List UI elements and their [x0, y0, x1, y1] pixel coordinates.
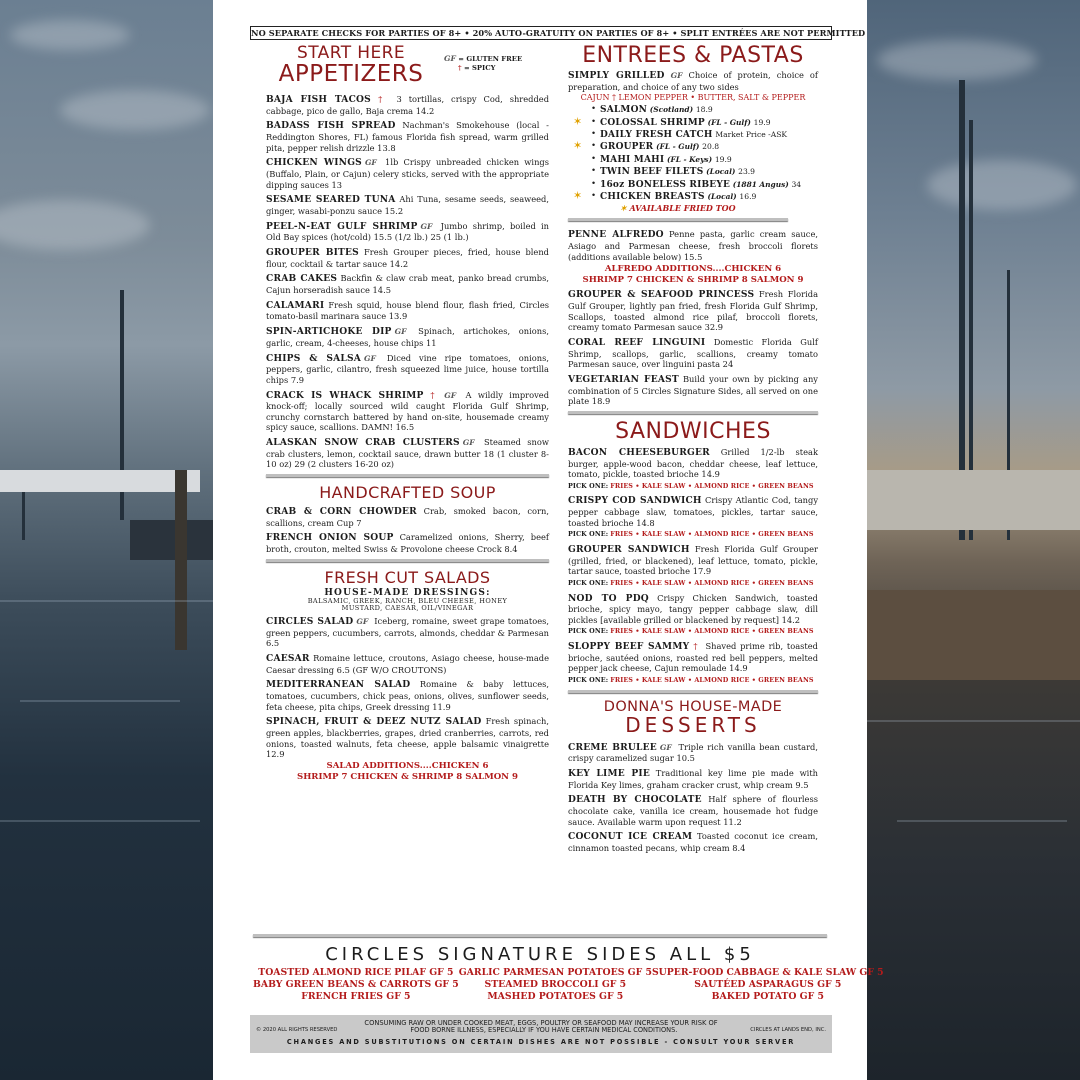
- alfredo-additions: [568, 264, 818, 286]
- desserts-title: DESSERTS: [625, 712, 761, 737]
- menu-item-name: BAJA FISH TACOS: [266, 94, 371, 105]
- star-icon: • ✶: [573, 114, 583, 128]
- menu-item-description: Fresh Florida Gulf Grouper, lightly pan fried, fresh Florida Gulf Shrimp, Scallops, toasted almond rice pilaf, broccoli florets, creamy tomato Parmesan sauce 32.9: [568, 289, 819, 333]
- side-item: FRENCH FRIES GF 5: [301, 991, 411, 1002]
- right-column: [568, 44, 818, 858]
- legend-gf-label: = GLUTEN FREE: [458, 55, 523, 63]
- menu-item: [266, 716, 549, 759]
- protein-option: [573, 139, 818, 153]
- side-item: GARLIC PARMESAN POTATOES GF 5: [458, 967, 652, 978]
- protein-price: Market Price -ASK: [715, 130, 788, 139]
- menu-item: [266, 194, 549, 216]
- menu-item: [266, 300, 549, 322]
- simply-grilled-desc: Choice of protein, choice of preparation, and choice of any two sides: [568, 70, 819, 92]
- protein-name: GROUPER: [600, 142, 654, 153]
- menu-item-name: MEDITERRANEAN SALAD: [266, 679, 411, 691]
- salad-additions-line-1: SALAD ADDITIONS....CHICKEN 6: [326, 760, 489, 771]
- protein-option: [600, 104, 818, 116]
- menu-item-description: Romaine lettuce, croutons, Asiago cheese, house-made Caesar dressing 6.5 (GF W/O CROUTONS): [266, 652, 549, 675]
- menu-item-name: VEGETARIAN FEAST: [568, 373, 679, 385]
- protein-name: CHICKEN BREASTS: [600, 192, 705, 203]
- protein-origin: (1881 Angus): [732, 179, 789, 189]
- gluten-free-icon: GF: [420, 221, 433, 231]
- menu-item-name: GROUPER & SEAFOOD PRINCESS: [568, 289, 755, 301]
- menu-item: [568, 337, 818, 370]
- menu-item: [266, 437, 549, 470]
- menu-item-name: PEEL-N-EAT GULF SHRIMP: [266, 220, 418, 232]
- menu-item-name: BACON CHEESEBURGER: [568, 446, 710, 458]
- side-choice-label: PICK ONE:: [568, 675, 609, 684]
- side-choice-label: PICK ONE:: [568, 627, 609, 636]
- side-item: STEAMED BROCCOLI GF 5: [484, 979, 627, 990]
- menu-item-description: Nachman's Smokehouse (local - Reddington Shores, FL) famous Florida fish spread, warm grilled pita, pepper relish drizzle 13.8: [266, 120, 549, 153]
- protein-list: [573, 104, 818, 203]
- menu-item-name: CHICKEN WINGS: [266, 157, 362, 169]
- side-choice-label: PICK ONE:: [568, 481, 609, 490]
- menu-item: [568, 742, 818, 764]
- menu-item-description: Diced vine ripe tomatoes, onions, peppers, garlic, cilantro, fresh squeezed lime juice, house tortilla chips 7.9: [266, 352, 549, 385]
- signature-sides-list: [253, 967, 884, 1003]
- side-choice-label: PICK ONE:: [568, 530, 609, 539]
- menu-item-description: Triple rich vanilla bean custard, crispy caramelized sugar 10.5: [568, 741, 818, 764]
- gluten-free-icon: GF: [444, 390, 457, 400]
- menu-item-name: SPINACH, FRUIT & DEEZ NUTZ SALAD: [266, 716, 482, 728]
- legal-footer: [250, 1015, 832, 1053]
- menu-item-name: PENNE ALFREDO: [568, 229, 664, 241]
- protein-price: 23.9: [738, 167, 756, 177]
- menu-item: [266, 390, 549, 433]
- menu-item-description: Penne pasta, garlic cream sauce, Asiago and Parmesan cheese, fresh broccoli florets (additions available below) 15.5: [568, 229, 818, 262]
- menu-item-name: FRENCH ONION SOUP: [266, 532, 394, 544]
- protein-price: 34: [791, 179, 802, 189]
- appetizers-section: [266, 44, 549, 470]
- menu-item: [568, 289, 818, 332]
- spicy-icon: †: [692, 641, 699, 652]
- salads-title: FRESH CUT SALADS: [324, 567, 491, 587]
- appetizers-title: APPETIZERS: [278, 61, 424, 87]
- protein-origin: (Local): [707, 192, 737, 202]
- menu-item-description: Jumbo shrimp, boiled in Old Bay spices (hot/cold) 15.5 (1/2 lb.) 25 (1 lb.): [266, 220, 549, 243]
- side-item: TOASTED ALMOND RICE PILAF GF 5: [258, 967, 454, 978]
- footer-line-2: [250, 1027, 832, 1034]
- side-choice-options: FRIES • KALE SLAW • ALMOND RICE • GREEN BEANS: [610, 627, 814, 636]
- spicy-icon: †: [373, 94, 387, 104]
- copyright-notice: © 2020 ALL RIGHTS RESERVED: [256, 1027, 338, 1033]
- menu-item-description: Half sphere of flourless chocolate cake, vanilla ice cream, housemade hot fudge sauce. Available warm upon request 11.2: [568, 794, 818, 827]
- menu-item-description: Fresh squid, house blend flour, flash fried, Circles tomato-basil marinara sauce 13.9: [266, 299, 549, 322]
- fried-note-text: AVAILABLE FRIED TOO: [629, 203, 736, 214]
- menu-item: [568, 544, 818, 588]
- menu-item-description: Iceberg, romaine, sweet grape tomatoes, green peppers, cucumbers, carrots, almonds, cheddar & Parmesan 6.5: [266, 616, 550, 649]
- protein-origin: (FL - Gulf): [707, 117, 751, 127]
- menu-item: [568, 447, 818, 491]
- menu-item-description: Fresh Florida Gulf Grouper (grilled, fried, or blackened), leaf lettuce, tomato, pickle, tartar sauce, toasted brioche 17.9: [568, 544, 818, 577]
- side-item: MASHED POTATOES GF 5: [487, 991, 624, 1002]
- background-harbor-left: [0, 0, 213, 1080]
- menu-item-description: Spinach, artichokes, onions, garlic, cream, 4-cheeses, house chips 11: [266, 326, 549, 348]
- food-safety-warning: CONSUMING RAW OR UNDER COOKED MEAT, EGGS, POULTRY OR SEAFOOD MAY INCREASE YOUR RISK OF: [364, 1019, 718, 1027]
- menu-item-description: Build your own by picking any combination of 5 Circles Signature Sides, all served on one plate 18.9: [568, 373, 818, 407]
- side-choice: [568, 626, 818, 637]
- substitution-notice: CHANGES AND SUBSTITUTIONS ON CERTAIN DISHES ARE NOT POSSIBLE - CONSULT YOUR SERVER: [286, 1038, 796, 1046]
- desserts-subtitle: DONNA'S HOUSE-MADE: [603, 698, 783, 715]
- menu-item-name: CALAMARI: [266, 299, 325, 311]
- side-choice: [568, 675, 818, 686]
- menu-item-description: Crab, smoked bacon, corn, scallions, cream Cup 7: [266, 506, 549, 528]
- side-choice: [568, 481, 818, 492]
- gluten-free-icon: GF: [364, 158, 377, 168]
- menu-item: [266, 653, 549, 675]
- protein-price: 19.9: [714, 154, 732, 164]
- menu-item-description: Toasted coconut ice cream, cinnamon toasted pecans, whip cream 8.4: [568, 831, 818, 854]
- soup-title: HANDCRAFTED SOUP: [319, 483, 496, 503]
- menu-item-description: Fresh spinach, green apples, blackberries, grapes, dried cranberries, carrots, red onions, toasted walnuts, feta cheese, apple balsamic vinaigrette 12.9: [266, 716, 550, 760]
- salads-section: [266, 568, 549, 783]
- protein-name: TWIN BEEF FILETS: [600, 167, 704, 178]
- menu-item-name: CRACK IS WHACK SHRIMP: [266, 389, 424, 401]
- menu-item-name: ALASKAN SNOW CRAB CLUSTERS: [266, 437, 460, 449]
- menu-item: [266, 532, 549, 554]
- menu-item: [568, 768, 818, 790]
- menu-item-name: NOD TO PDQ: [568, 592, 649, 604]
- fried-note: [620, 203, 818, 214]
- side-choice-options: FRIES • KALE SLAW • ALMOND RICE • GREEN BEANS: [610, 578, 814, 587]
- menu-item-name: GROUPER SANDWICH: [568, 544, 690, 556]
- menu-item-name: CAESAR: [266, 652, 310, 664]
- section-divider: [266, 559, 549, 562]
- menu-item-description: Steamed snow crab clusters, lemon, cocktail sauce, drawn butter 18 (1 cluster 8-10 oz) 29 (2 clusters 16-20 oz): [266, 437, 549, 470]
- menu-item-name: CHIPS & SALSA: [266, 352, 361, 364]
- gluten-free-icon: GF: [670, 71, 683, 80]
- menu-item-description: 3 tortillas, crispy Cod, shredded cabbage, pico de gallo, Baja crema 14.2: [266, 94, 550, 116]
- protein-price: 20.8: [702, 142, 720, 152]
- menu-item-name: GROUPER BITES: [266, 247, 359, 259]
- gluten-free-icon: GF: [659, 742, 672, 752]
- menu-item-name: CREME BRULEE: [568, 741, 657, 753]
- side-choice-options: FRIES • KALE SLAW • ALMOND RICE • GREEN BEANS: [610, 675, 814, 684]
- menu-item: [266, 273, 549, 295]
- protein-option: [600, 166, 818, 178]
- policy-banner: NO SEPARATE CHECKS FOR PARTIES OF 8+ • 20% AUTO-GRATUITY ON PARTIES OF 8+ • SPLIT ENTRÉES ARE NOT PERMITTED: [251, 28, 866, 38]
- spicy-icon: †: [426, 389, 439, 400]
- protein-origin: (Local): [706, 167, 736, 177]
- menu-item-description: Caramelized onions, Sherry, beef broth, crouton, melted Swiss & Provolone cheese Crock 8.4: [266, 532, 549, 555]
- sandwiches-section: [568, 420, 818, 686]
- star-icon: ✶: [620, 203, 627, 214]
- menu-item: [266, 120, 549, 153]
- simply-grilled-item: [568, 70, 818, 92]
- soup-section: [266, 483, 549, 555]
- menu-page: [213, 0, 884, 1080]
- menu-item-name: CRISPY COD SANDWICH: [568, 495, 702, 507]
- protein-origin: (FL - Keys): [667, 154, 713, 164]
- menu-item: [266, 679, 549, 712]
- appetizer-list: [266, 94, 549, 470]
- protein-origin: (Scotland): [649, 105, 694, 115]
- simply-grilled-name: SIMPLY GRILLED: [568, 70, 665, 81]
- protein-price: 18.9: [695, 105, 713, 115]
- menu-item: [568, 374, 818, 407]
- menu-item: [568, 593, 818, 637]
- gluten-free-icon: GF: [364, 353, 376, 363]
- menu-item: [568, 831, 818, 853]
- legend-spicy-label: = SPICY: [463, 64, 496, 72]
- soup-list: [266, 506, 549, 555]
- menu-item-description: Grilled 1/2-lb steak burger, apple-wood bacon, cheddar cheese, leaf lettuce, tomato, pickle, toasted brioche 14.9: [568, 446, 818, 480]
- menu-item-description: 1lb Crispy unbreaded chicken wings (Buffalo, Plain, or Cajun) celery sticks, served with the appropriate dipping sauces 13: [266, 157, 549, 190]
- section-divider: [568, 411, 818, 414]
- section-divider: [266, 474, 549, 477]
- protein-option: [573, 114, 818, 129]
- menu-item-name: COCONUT ICE CREAM: [568, 831, 693, 843]
- menu-item-description: Shaved prime rib, toasted brioche, sautéed onions, roasted red bell peppers, melted pepper jack cheese, Cajun remoulade 14.9: [568, 641, 818, 674]
- side-item: SAUTÉED ASPARAGUS GF 5: [694, 979, 842, 990]
- signature-sides-title: CIRCLES SIGNATURE SIDES ALL $5: [325, 944, 755, 965]
- menu-item-name: DEATH BY CHOCOLATE: [568, 794, 702, 806]
- salad-additions-line-2: SHRIMP 7 CHICKEN & SHRIMP 8 SALMON 9: [296, 771, 519, 782]
- menu-item: [568, 794, 818, 827]
- menu-item-name: BADASS FISH SPREAD: [266, 120, 396, 132]
- protein-origin: (FL - Gulf): [656, 142, 700, 152]
- protein-price: 16.9: [739, 192, 757, 202]
- menu-item: [266, 157, 549, 190]
- menu-item: [266, 94, 549, 116]
- menu-item-description: Domestic Florida Gulf Shrimp, scallops, garlic, scallions, creamy tomato Parmesan sauce, over linguini pasta 24: [568, 336, 819, 370]
- side-choice: [568, 529, 818, 540]
- alfredo-additions-line-1: ALFREDO ADDITIONS....CHICKEN 6: [604, 264, 782, 275]
- menu-item-description: A wildly improved knock-off; locally sourced wild caught Florida Gulf Shrimp, crunchy cornstarch battered by hand on-site, housemade creamy spicy sauce, scallions. DAMN! 16.5: [266, 389, 550, 433]
- menu-item-description: Crispy Chicken Sandwich, toasted brioche, spicy mayo, tangy pepper cabbage slaw, dill pickles [available grilled or blackened by request] 14.2: [568, 592, 818, 625]
- protein-name: MAHI MAHI: [600, 154, 665, 165]
- menu-item-name: SESAME SEARED TUNA: [266, 194, 396, 206]
- star-icon: • ✶: [573, 139, 583, 153]
- star-icon: • ✶: [573, 189, 583, 203]
- menu-item-name: SPIN-ARTICHOKE DIP: [266, 326, 392, 338]
- side-item: BABY GREEN BEANS & CARROTS GF 5: [253, 979, 459, 990]
- menu-item: [568, 641, 818, 685]
- menu-item-description: Traditional key lime pie made with Florida Key limes, graham cracker crust, whip cream 9.5: [568, 768, 819, 790]
- gluten-free-icon: GF: [356, 617, 369, 626]
- menu-item: [568, 229, 818, 262]
- menu-item: [266, 221, 549, 243]
- dressings-list: BALSAMIC, GREEK, RANCH, BLEU CHEESE, HONEY MUSTARD, CAESAR, OIL/VINEGAR: [307, 596, 508, 613]
- sides-divider: [253, 934, 827, 937]
- menu-item: [266, 326, 549, 348]
- menu-item: [266, 353, 549, 386]
- menu-item-description: Romaine & baby lettuces, tomatoes, cucumbers, chick peas, onions, olives, sunflower seeds, feta cheese, pita chips, Greek dressing 11.9: [266, 679, 550, 712]
- side-choice-options: FRIES • KALE SLAW • ALMOND RICE • GREEN BEANS: [610, 530, 814, 539]
- protein-name: DAILY FRESH CATCH: [600, 130, 713, 140]
- dressings-title: HOUSE-MADE DRESSINGS:: [324, 587, 491, 598]
- protein-option: [573, 189, 818, 203]
- start-here-label: START HERE: [297, 43, 405, 63]
- menu-item-description: Fresh Grouper pieces, fried, house blend flour, cocktail & tartar sauce 14.2: [266, 247, 549, 269]
- legend: [444, 54, 522, 73]
- side-item: BAKED POTATO GF 5: [711, 991, 824, 1002]
- menu-item-name: CIRCLES SALAD: [266, 616, 354, 627]
- menu-item: [266, 247, 549, 269]
- side-choice-options: FRIES • KALE SLAW • ALMOND RICE • GREEN BEANS: [610, 481, 814, 490]
- menu-item-name: SLOPPY BEEF SAMMY: [568, 641, 690, 653]
- gluten-free-icon: GF: [462, 438, 475, 448]
- sandwich-list: [568, 447, 818, 686]
- salad-additions: [266, 761, 549, 783]
- menu-item-name: CRAB & CORN CHOWDER: [266, 506, 417, 518]
- menu-item: [266, 506, 549, 528]
- food-safety-warning-2: FOOD BORNE ILLNESS, ESPECIALLY IF YOU HAVE CERTAIN MEDICAL CONDITIONS.: [410, 1026, 678, 1034]
- left-column: [266, 44, 549, 783]
- gluten-free-icon: GF: [444, 54, 456, 63]
- menu-item: [266, 616, 549, 649]
- entree-list-2: [568, 289, 818, 406]
- section-divider: [568, 690, 818, 693]
- menu-item-name: KEY LIME PIE: [568, 768, 650, 780]
- menu-item-description: Crispy Atlantic Cod, tangy pepper cabbage slaw, tomatoes, pickles, tartar sauce, toasted brioche 14.8: [568, 495, 819, 528]
- alfredo-additions-line-2: SHRIMP 7 CHICKEN & SHRIMP 8 SALMON 9: [582, 275, 804, 286]
- protein-name: 16oz BONELESS RIBEYE: [600, 179, 731, 190]
- side-choice: [568, 578, 818, 589]
- owner-name: CIRCLES AT LANDS END, INC.: [750, 1027, 826, 1033]
- salad-list: [266, 616, 549, 760]
- dessert-list: [568, 742, 818, 854]
- entrees-section: [568, 44, 818, 407]
- spicy-icon: †: [458, 64, 462, 72]
- side-choice-label: PICK ONE:: [568, 578, 609, 587]
- protein-option: [600, 129, 818, 141]
- protein-option: [600, 154, 818, 166]
- menu-item-name: CRAB CAKES: [266, 273, 338, 285]
- protein-price: 19.9: [753, 117, 771, 127]
- desserts-section: [568, 699, 818, 854]
- menu-item-description: Backfin & claw crab meat, panko bread crumbs, Cajun horseradish sauce 14.5: [266, 273, 549, 296]
- entrees-title: ENTREES & PASTAS: [582, 43, 804, 68]
- menu-item: [568, 495, 818, 539]
- side-item: SUPER-FOOD CABBAGE & KALE SLAW GF 5: [651, 967, 884, 978]
- sandwiches-title: SANDWICHES: [615, 418, 771, 444]
- background-harbor-right: [867, 0, 1080, 1080]
- protein-name: SALMON: [600, 105, 648, 116]
- protein-option: [600, 179, 818, 191]
- entree-list: [568, 229, 818, 262]
- gluten-free-icon: GF: [394, 327, 407, 337]
- menu-item-name: CORAL REEF LINGUINI: [568, 336, 706, 348]
- section-divider: [568, 218, 788, 221]
- preparation-options: CAJUN † LEMON PEPPER • BUTTER, SALT & PEPPER: [580, 93, 806, 103]
- menu-item-description: Ahi Tuna, sesame seeds, seaweed, ginger, wasabi-ponzu sauce 15.2: [266, 194, 550, 216]
- protein-name: COLOSSAL SHRIMP: [600, 117, 705, 128]
